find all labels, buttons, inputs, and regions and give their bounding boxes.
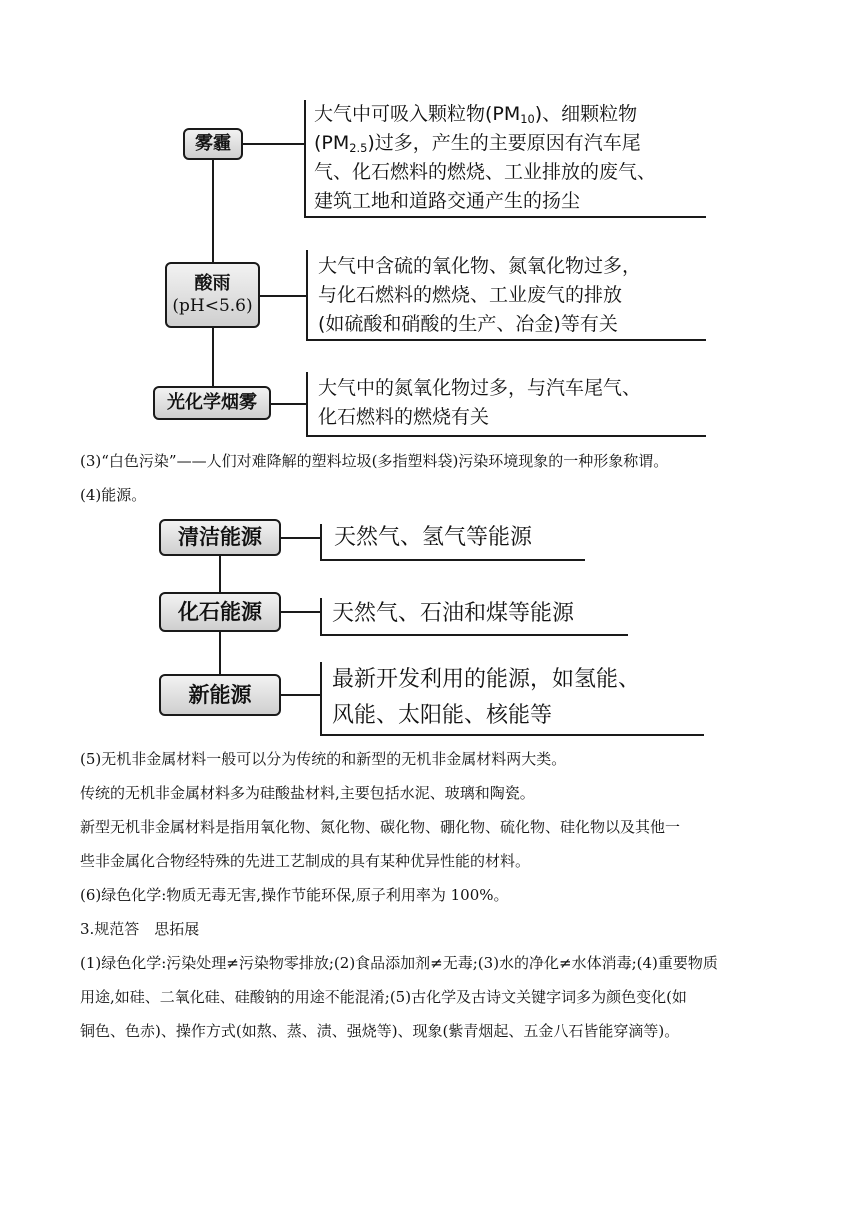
paragraph-green-chemistry: (6)绿色化学:物质无毒无害,操作节能环保,原子利用率为 100%。 xyxy=(80,886,509,904)
fossil-energy-text: 天然气、石油和煤等能源 xyxy=(332,601,575,626)
acid-rain-line-3: (如硫酸和硝酸的生产、冶金)等有关 xyxy=(318,313,618,335)
smog-box xyxy=(183,128,243,160)
clean-energy-label: 清洁能源 xyxy=(178,525,262,550)
new-energy-line-2: 风能、太阳能、核能等 xyxy=(332,703,553,728)
new-energy-line-1: 最新开发利用的能源，如氢能、 xyxy=(332,667,641,692)
photochemical-smog-line-2: 化石燃料的燃烧有关 xyxy=(318,406,490,428)
clean-energy-text: 天然气、氢气等能源 xyxy=(334,525,533,550)
photochemical-smog-bracket xyxy=(306,372,308,436)
photochemical-smog-box xyxy=(153,386,271,420)
clean-energy-connector xyxy=(281,537,321,539)
new-energy-underline xyxy=(320,734,704,736)
acid-rain-description xyxy=(318,252,641,339)
smog-line-3: 气、化石燃料的燃烧、工业排放的废气、 xyxy=(314,161,657,183)
fossil-energy-bracket xyxy=(320,598,322,635)
clean-energy-bracket xyxy=(320,524,322,560)
fossil-energy-label: 化石能源 xyxy=(178,599,262,624)
acid-rain-box xyxy=(165,262,260,328)
clean-energy-underline xyxy=(320,559,585,561)
acid-rain-line-2: 与化石燃料的燃烧、工业废气的排放 xyxy=(318,284,623,306)
new-energy-bracket xyxy=(320,662,322,735)
acid-rain-label: 酸雨 xyxy=(194,273,231,295)
acid-rain-connector xyxy=(260,295,307,297)
paragraph-new-materials-line-1: 新型无机非金属材料是指用氧化物、氮化物、碳化物、硼化物、硫化物、硅化物以及其他一 xyxy=(80,818,681,836)
photochemical-smog-connector xyxy=(271,403,307,405)
photochemical-smog-label: 光化学烟雾 xyxy=(167,391,257,413)
smog-line-1: 大气中可吸入颗粒物$(PM_{10})$、细颗粒物 xyxy=(314,103,638,126)
paragraph-inorganic-materials: (5)无机非金属材料一般可以分为传统的和新型的无机非金属材料两大类。 xyxy=(80,750,567,768)
smog-bracket xyxy=(304,100,306,217)
paragraph-new-materials-line-2: 些非金属化合物经特殊的先进工艺制成的具有某种优异性能的材料。 xyxy=(80,852,531,870)
photochemical-smog-line-1: 大气中的氮氧化物过多，与汽车尾气、 xyxy=(318,377,642,399)
fossil-energy-box xyxy=(159,592,281,632)
section-3-line-3: 铜色、色赤)、操作方式(如熬、蒸、渍、强烧等)、现象(紫青烟起、五金八石皆能穿滴等)。 xyxy=(80,1022,680,1040)
fossil-energy-underline xyxy=(320,634,628,636)
fossil-energy-connector xyxy=(281,611,321,613)
acid-rain-bracket xyxy=(306,250,308,340)
paragraph-traditional-materials: 传统的无机非金属材料多为硅酸盐材料,主要包括水泥、玻璃和陶瓷。 xyxy=(80,784,535,802)
section-3-line-1: (1)绿色化学:污染处理≠污染物零排放;(2)食品添加剂≠无毒;(3)水的净化≠水体消毒;(4)重要物质 xyxy=(80,954,718,972)
new-energy-label: 新能源 xyxy=(188,682,252,707)
clean-energy-box xyxy=(159,519,281,556)
section-3-line-2: 用途,如硅、二氧化硅、硅酸钠的用途不能混淆;(5)古化学及古诗文关键字词多为颜色变化(如 xyxy=(80,988,687,1006)
photochemical-smog-underline xyxy=(306,435,706,437)
acid-rain-ph: (pH<5.6) xyxy=(172,295,253,316)
acid-rain-line-1: 大气中含硫的氧化物、氮氧化物过多， xyxy=(318,255,642,277)
smog-connector xyxy=(243,143,305,145)
acid-rain-underline xyxy=(306,339,706,341)
photochemical-smog-description xyxy=(318,374,641,432)
smog-underline xyxy=(304,216,706,218)
new-energy-box xyxy=(159,674,281,716)
section-heading-3: 3.规范答 思拓展 xyxy=(80,920,200,938)
smog-label: 雾霾 xyxy=(195,132,231,154)
smog-line-2: $(PM_{2.5})$过多，产生的主要原因有汽车尾 xyxy=(314,132,641,155)
new-energy-text xyxy=(332,662,640,734)
smog-description xyxy=(314,100,656,216)
smog-line-4: 建筑工地和道路交通产生的扬尘 xyxy=(314,190,581,212)
new-energy-connector xyxy=(281,694,321,696)
paragraph-white-pollution: (3)“白色污染”——人们对难降解的塑料垃圾(多指塑料袋)污染环境现象的一种形象称谓。 xyxy=(80,452,669,470)
paragraph-energy-heading: (4)能源。 xyxy=(80,486,147,504)
